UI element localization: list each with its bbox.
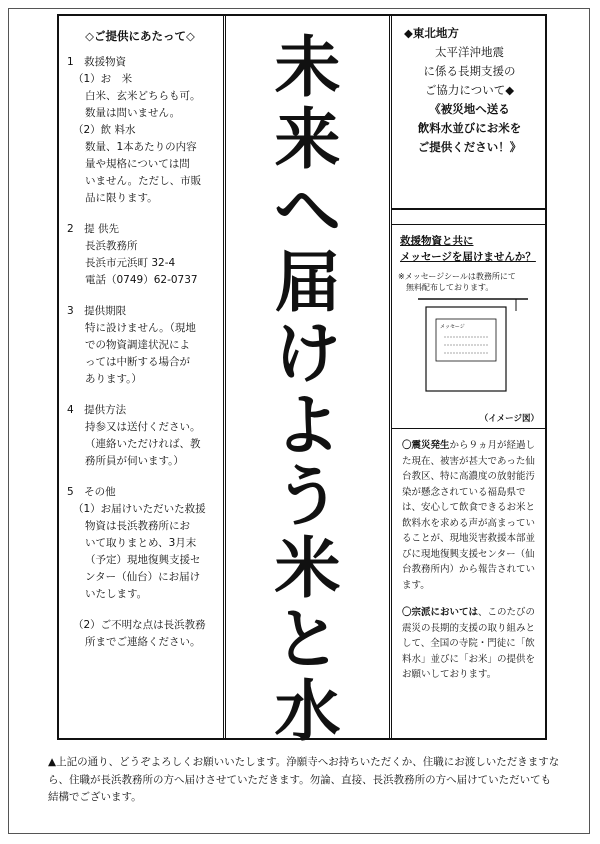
section-1b-title: （2）飲 料水 [73,124,136,136]
report-text [392,430,547,695]
appeal-line: ◆東北地方 [404,26,459,40]
title-char: 来 [274,99,341,178]
section-3-line: での物資調達状況によ [85,339,190,351]
section-5b-line: 所までご連絡ください。 [85,636,201,648]
appeal-line: 《被災地へ送る [429,102,510,116]
section-2-line: 電話（0749）62-0737 [85,274,198,286]
section-1b-line: 品に限ります。 [85,192,158,204]
left-column [57,14,223,740]
report-paragraph-2 [402,605,539,683]
section-1-title: 1 救援物資 [67,56,127,68]
section-4-line: 持参又は送付ください。 [85,421,201,433]
right-column [392,14,547,740]
section-5a-line: （1）お届けいただいた救援 [73,503,206,515]
section-3-title: 3 提供期限 [67,305,127,317]
section-5b-line: （2）ご不明な点は長浜教務 [73,619,206,631]
section-1b-line: 量や規格については問 [85,158,190,170]
message-seal-illustration [418,297,528,397]
appeal-line: ご提供ください！》 [417,140,522,154]
section-1a-title: （1）お 米 [73,73,133,85]
section-4-title: 4 提供方法 [67,404,127,416]
title-char: よ [274,385,341,464]
section-1b-line: 数量、1本あたりの内容 [85,141,197,153]
appeal-line: 太平洋沖地震 [435,45,504,59]
report-body-1: から９ヵ月が経過した現在、被害が甚大であった仙台教区、特に高濃度の放射能汚染が懸念されている福島県では、安心して飲食できるお米と飲料水を求める声が高まっていることが、現地災害救援本部並びに現地復興支援センター（仙台教務所内）から報告されています。 [402,440,536,591]
footer-note: ▲上記の通り、どうぞよろしくお願いいたします。浄願寺へお持ちいただくか、住職にお渡しいただきますなら、住職が長浜教務所の方へ届けさせていただきます。勿論、直接、長浜教務所の方へ届けていただいても結構でございます。 [48,756,560,803]
appeal-box [392,14,547,210]
section-5a-line: ンター（仙台）にお届け [85,571,201,583]
title-char: 米 [274,528,341,607]
report-lead-2: 〇宗派においては [402,607,479,618]
message-note: 無料配布しております。 [406,283,494,292]
report-paragraph-1 [402,438,539,593]
section-2-line: 長浜市元浜町 32-4 [85,257,176,269]
section-5a-line: いて取りまとめ、3月末 [85,537,197,549]
message-note: ※メッセージシールは教務所にて [398,272,516,281]
left-body [63,54,219,651]
title-char: 届 [274,242,341,321]
section-3-line: っては中断する場合が [85,356,190,368]
report-lead-1: 〇震災発生 [402,440,450,451]
section-4-line: （連絡いただければ、教 [85,438,201,450]
section-3-line: あります。） [85,373,142,385]
title-char: う [274,457,341,535]
vertical-title [226,28,389,750]
section-4-line: 務所員が伺います。） [85,455,184,467]
title-char: け [274,314,341,392]
title-char: 未 [274,28,341,106]
section-5a-line: いたします。 [85,588,148,600]
section-2-title: 2 提 供先 [67,223,120,235]
section-3-line: 特に設けません。（現地 [85,322,196,334]
title-char: 水 [274,671,341,750]
section-5a-line: 物資は長浜教務所にお [85,520,190,532]
section-5a-line: （予定）現地復興支援セ [85,554,201,566]
message-box [392,224,547,429]
section-1b-line: いません。ただし、市販 [85,175,202,187]
image-caption: （イメージ図） [479,414,539,424]
appeal-line: に係る長期支援の [423,64,516,78]
section-1a-line: 数量は問いません。 [85,107,181,119]
left-heading: ◇ご提供にあたって◇ [85,29,195,43]
section-5-title: 5 その他 [67,486,116,498]
message-heading: メッセージを届けませんか？ [400,251,536,263]
seal-label: メッセージ [440,324,465,330]
message-heading: 救援物資と共に [400,235,474,247]
report-body-2: 、このたびの震災の長期的支援の取り組みとして、全国の寺院・門徒に「飲料水」並びに「お米」の提供をお願いしております。 [402,607,536,680]
title-char: へ [274,171,341,249]
title-column [223,14,392,750]
appeal-line: ご協力について◆ [424,83,515,97]
section-2-line: 長浜教務所 [85,240,138,252]
section-1a-line: 白米、玄米どちらも可。 [85,90,201,102]
appeal-line: 飲料水並びにお米を [417,121,522,135]
title-char: と [274,600,341,678]
